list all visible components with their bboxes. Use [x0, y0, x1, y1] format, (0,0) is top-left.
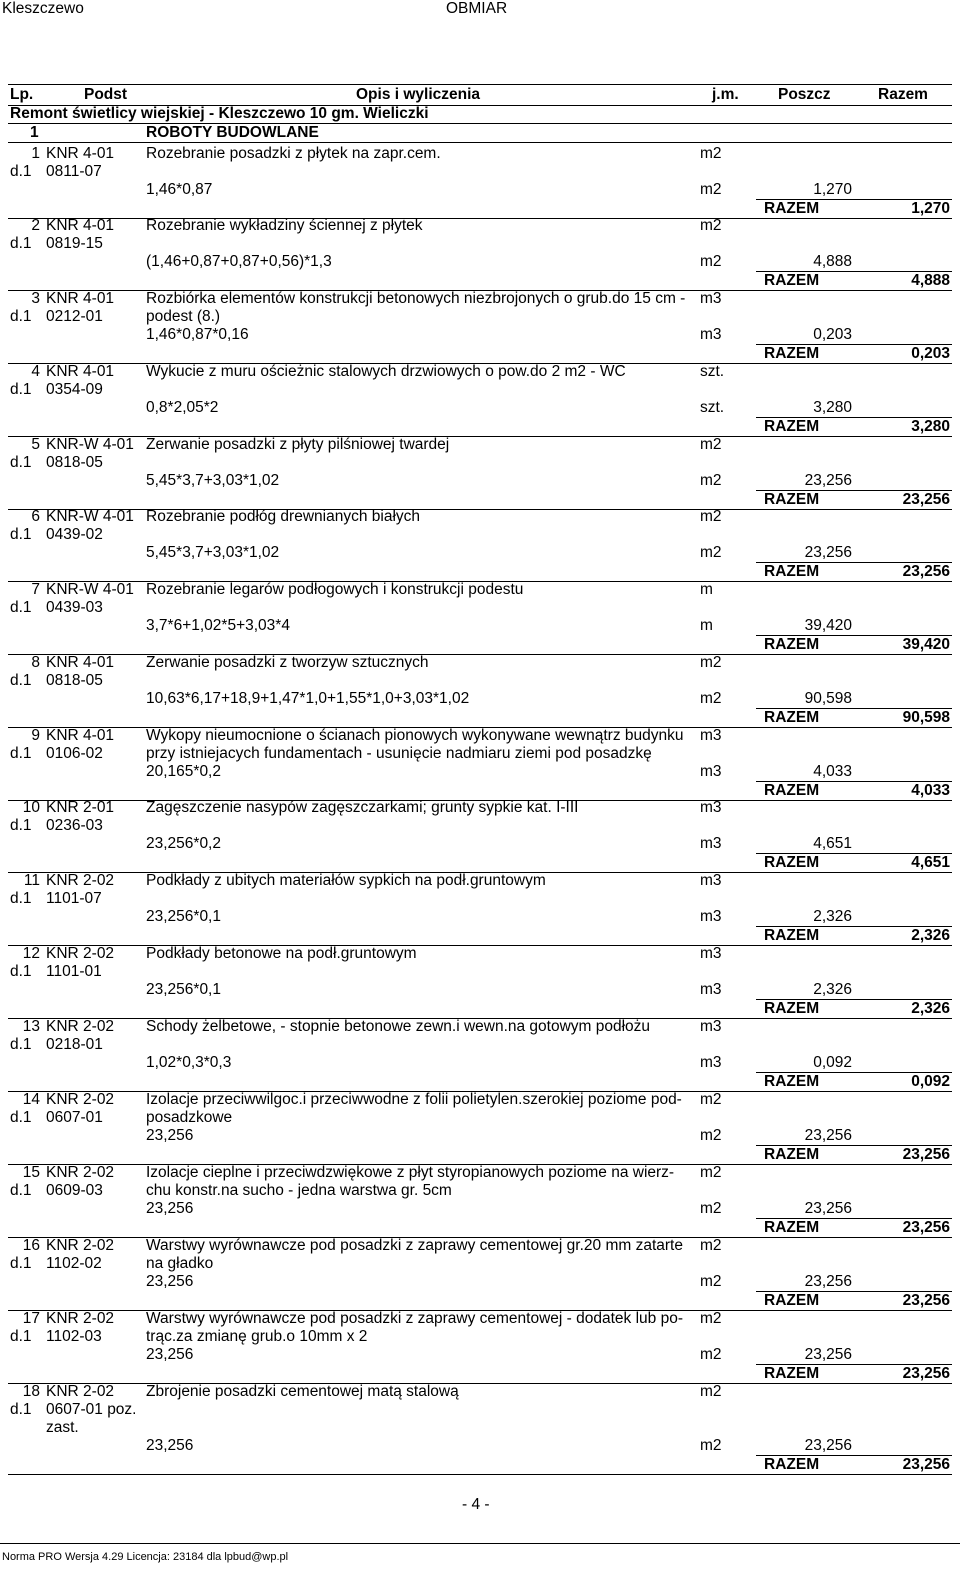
item-calculation: 5,45*3,7+3,03*1,02 [146, 472, 280, 489]
item-code: 0218-01 [46, 1036, 103, 1053]
razem-value: 1,270 [911, 200, 950, 217]
razem-row [756, 562, 952, 581]
item-description: Warstwy wyrównawcze pod posadzki z zaprawy cementowej gr.20 mm zatarte [146, 1237, 683, 1254]
item-d-label: d.1 [10, 1036, 32, 1053]
item-poszcz-value: 23,256 [804, 1273, 852, 1290]
item-description: Zerwanie posadzki z tworzyw sztucznych [146, 654, 429, 671]
item-podst: KNR 2-02 [46, 1091, 115, 1108]
razem-value: 2,326 [911, 927, 950, 944]
item-number: 8 [31, 654, 40, 671]
item-calc-unit: m3 [700, 1054, 722, 1071]
item-description-cont: na gładko [146, 1255, 214, 1272]
item-code: 1101-07 [46, 890, 102, 907]
razem-row [756, 199, 952, 218]
item-description: Zerwanie posadzki z płyty pilśniowej twardej [146, 436, 450, 453]
footer-divider [0, 1543, 960, 1544]
item-number: 4 [31, 363, 40, 380]
item-d-label: d.1 [10, 163, 32, 180]
razem-label: RAZEM [764, 1073, 820, 1090]
item-podst: KNR-W 4-01 [46, 508, 134, 525]
item-code: 0439-03 [46, 599, 103, 616]
item-code: 0607-01 [46, 1109, 103, 1126]
item-number: 18 [22, 1383, 40, 1400]
razem-label: RAZEM [764, 1000, 820, 1017]
item-calculation: 1,46*0,87*0,16 [146, 326, 249, 343]
item-poszcz-value: 4,888 [813, 253, 852, 270]
razem-row [756, 490, 952, 509]
item-podst: KNR 4-01 [46, 217, 115, 234]
item-description: Zbrojenie posadzki cementowej matą stalową [146, 1383, 459, 1400]
item-number: 9 [31, 727, 40, 744]
item-code: 1101-01 [46, 963, 102, 980]
item-unit: m2 [700, 217, 722, 234]
item-number: 11 [23, 872, 40, 889]
item-d-label: d.1 [10, 599, 32, 616]
razem-row [756, 1072, 952, 1091]
razem-row [756, 926, 952, 945]
item-code: 0354-09 [46, 381, 103, 398]
page-number: - 4 - [462, 1496, 490, 1513]
header-title: OBMIAR [446, 0, 508, 17]
item-d-label: d.1 [10, 1255, 32, 1272]
razem-label: RAZEM [764, 1146, 820, 1163]
razem-row [756, 1364, 952, 1383]
item-code: 1102-02 [46, 1255, 102, 1272]
item-number: 2 [31, 217, 40, 234]
razem-row [756, 853, 952, 872]
item-poszcz-value: 2,326 [813, 981, 852, 998]
item-d-label: d.1 [10, 308, 32, 325]
item-description: Rozebranie podłóg drewnianych białych [146, 508, 421, 525]
item-calculation: 23,256 [146, 1346, 194, 1363]
razem-label: RAZEM [764, 345, 820, 362]
item-number: 7 [31, 581, 40, 598]
item-description: Rozebranie wykładziny ściennej z płytek [146, 217, 423, 234]
item-podst: KNR 2-02 [46, 1383, 115, 1400]
item-poszcz-value: 0,092 [813, 1054, 852, 1071]
razem-value: 23,256 [902, 563, 950, 580]
item-podst: KNR 2-02 [46, 872, 115, 889]
razem-row [756, 1218, 952, 1237]
item-code: 0439-02 [46, 526, 103, 543]
razem-value: 23,256 [902, 1219, 950, 1236]
item-poszcz-value: 23,256 [804, 1437, 852, 1454]
col-opis: Opis i wyliczenia [356, 86, 481, 103]
item-unit: m2 [700, 1383, 722, 1400]
razem-label: RAZEM [764, 200, 820, 217]
item-d-label: d.1 [10, 1401, 32, 1418]
item-calc-unit: m2 [700, 181, 722, 198]
item-poszcz-value: 39,420 [804, 617, 852, 634]
item-podst: KNR 4-01 [46, 654, 115, 671]
item-calc-unit: m2 [700, 253, 722, 270]
razem-row [756, 1145, 952, 1164]
item-code: 0811-07 [46, 163, 102, 180]
item-number: 5 [31, 436, 40, 453]
razem-row [756, 271, 952, 290]
item-calc-unit: m3 [700, 763, 722, 780]
item-description: Schody żelbetowe, - stopnie betonowe zewn.i wewn.na gotowym podłożu [146, 1018, 651, 1035]
razem-label: RAZEM [764, 709, 820, 726]
razem-value: 23,256 [902, 491, 950, 508]
razem-value: 3,280 [911, 418, 950, 435]
item-code: 1102-03 [46, 1328, 102, 1345]
item-podst: KNR 4-01 [46, 290, 115, 307]
item-number: 6 [31, 508, 40, 525]
item-description: Rozbiórka elementów konstrukcji betonowych niezbrojonych o grub.do 15 cm - [146, 290, 686, 307]
razem-label: RAZEM [764, 418, 820, 435]
item-code: 0106-02 [46, 745, 103, 762]
item-description: Warstwy wyrównawcze pod posadzki z zaprawy cementowej - dodatek lub po- [146, 1310, 683, 1327]
item-description-cont: trąc.za zmianę grub.o 10mm x 2 [146, 1328, 368, 1345]
item-unit: m2 [700, 1237, 722, 1254]
item-d-label: d.1 [10, 890, 32, 907]
item-d-label: d.1 [10, 672, 32, 689]
item-unit: m2 [700, 654, 722, 671]
razem-value: 90,598 [902, 709, 950, 726]
item-description-cont: posadzkowe [146, 1109, 233, 1126]
item-description: Izolacje cieplne i przeciwdzwiękowe z płyt styropianowych poziome na wierz- [146, 1164, 675, 1181]
item-code: 0819-15 [46, 235, 103, 252]
item-podst: KNR 2-02 [46, 945, 115, 962]
item-podst: KNR 2-02 [46, 1018, 115, 1035]
razem-value: 4,888 [911, 272, 950, 289]
item-unit: m3 [700, 1018, 722, 1035]
column-header-row [8, 84, 952, 106]
item-podst: KNR-W 4-01 [46, 436, 134, 453]
item-unit: m2 [700, 1164, 722, 1181]
item-d-label: d.1 [10, 381, 32, 398]
item-calculation: 0,8*2,05*2 [146, 399, 219, 416]
razem-label: RAZEM [764, 1219, 820, 1236]
item-calculation: 3,7*6+1,02*5+3,03*4 [146, 617, 290, 634]
item-unit: m3 [700, 290, 722, 307]
item-divider [8, 1474, 952, 1475]
item-number: 3 [31, 290, 40, 307]
razem-row [756, 1455, 952, 1474]
item-d-label: d.1 [10, 1328, 32, 1345]
item-description: Zagęszczenie nasypów zagęszczarkami; grunty sypkie kat. I-III [146, 799, 579, 816]
item-description-cont: chu konstr.na sucho - jedna warstwa gr. 5cm [146, 1182, 452, 1199]
item-poszcz-value: 0,203 [813, 326, 852, 343]
razem-label: RAZEM [764, 782, 820, 799]
item-description: Izolacje przeciwwilgoc.i przeciwwodne z folii polietylen.szerokiej poziome pod- [146, 1091, 682, 1108]
item-unit: m2 [700, 1091, 722, 1108]
item-d-label: d.1 [10, 235, 32, 252]
item-calculation: 5,45*3,7+3,03*1,02 [146, 544, 280, 561]
item-calculation: (1,46+0,87+0,87+0,56)*1,3 [146, 253, 332, 270]
razem-row [756, 417, 952, 436]
razem-value: 4,651 [911, 854, 950, 871]
razem-value: 23,256 [902, 1365, 950, 1382]
item-calc-unit: m2 [700, 1127, 722, 1144]
item-calculation: 10,63*6,17+18,9+1,47*1,0+1,55*1,0+3,03*1,02 [146, 690, 470, 707]
item-d-label: d.1 [10, 1182, 32, 1199]
item-code: 0607-01 poz. [46, 1401, 137, 1418]
item-poszcz-value: 1,270 [813, 181, 852, 198]
item-podst: KNR 2-02 [46, 1164, 115, 1181]
item-calculation: 23,256*0,1 [146, 981, 221, 998]
item-d-label: d.1 [10, 1109, 32, 1126]
item-podst: KNR 2-01 [46, 799, 115, 816]
item-unit: m [700, 581, 713, 598]
razem-row [756, 635, 952, 654]
item-calculation: 23,256 [146, 1127, 194, 1144]
item-calc-unit: m2 [700, 472, 722, 489]
item-poszcz-value: 90,598 [804, 690, 852, 707]
razem-label: RAZEM [764, 636, 820, 653]
razem-row [756, 999, 952, 1018]
item-description: Podkłady betonowe na podł.gruntowym [146, 945, 417, 962]
item-number: 14 [22, 1091, 40, 1108]
item-poszcz-value: 23,256 [804, 1346, 852, 1363]
razem-value: 23,256 [902, 1146, 950, 1163]
item-code-cont: zast. [46, 1419, 79, 1436]
item-calc-unit: m2 [700, 690, 722, 707]
section-title: ROBOTY BUDOWLANE [146, 124, 319, 141]
item-number: 13 [22, 1018, 40, 1035]
item-calculation: 20,165*0,2 [146, 763, 221, 780]
razem-value: 4,033 [911, 782, 950, 799]
item-unit: m2 [700, 1310, 722, 1327]
item-unit: m2 [700, 508, 722, 525]
item-description: Wykucie z muru ościeżnic stalowych drzwiowych o pow.do 2 m2 - WC [146, 363, 626, 380]
item-calc-unit: m2 [700, 1200, 722, 1217]
razem-label: RAZEM [764, 1292, 820, 1309]
razem-label: RAZEM [764, 1365, 820, 1382]
item-podst: KNR 4-01 [46, 145, 115, 162]
razem-value: 0,092 [911, 1073, 950, 1090]
item-calculation: 1,46*0,87 [146, 181, 213, 198]
col-podst: Podst [84, 86, 128, 103]
item-poszcz-value: 4,033 [813, 763, 852, 780]
item-calc-unit: m2 [700, 544, 722, 561]
item-podst: KNR 4-01 [46, 363, 115, 380]
item-podst: KNR 4-01 [46, 727, 115, 744]
item-calculation: 1,02*0,3*0,3 [146, 1054, 232, 1071]
razem-label: RAZEM [764, 854, 820, 871]
razem-label: RAZEM [764, 563, 820, 580]
razem-row [756, 708, 952, 727]
razem-value: 23,256 [902, 1456, 950, 1473]
section-number: 1 [30, 124, 39, 141]
col-poszcz: Poszcz [778, 86, 831, 103]
item-unit: szt. [700, 363, 725, 380]
item-calc-unit: m [700, 617, 713, 634]
razem-value: 23,256 [902, 1292, 950, 1309]
item-d-label: d.1 [10, 817, 32, 834]
item-poszcz-value: 4,651 [813, 835, 852, 852]
item-description: Rozebranie legarów podłogowych i konstrukcji podestu [146, 581, 524, 598]
item-d-label: d.1 [10, 963, 32, 980]
item-description: Rozebranie posadzki z płytek na zapr.cem. [146, 145, 441, 162]
item-calc-unit: m2 [700, 1273, 722, 1290]
item-calc-unit: szt. [700, 399, 725, 416]
item-calculation: 23,256 [146, 1273, 194, 1290]
item-unit: m3 [700, 872, 722, 889]
item-description: Wykopy nieumocnione o ścianach pionowych wykonywane wewnątrz budynku [146, 727, 684, 744]
razem-value: 2,326 [911, 1000, 950, 1017]
item-calculation: 23,256*0,1 [146, 908, 221, 925]
razem-label: RAZEM [764, 272, 820, 289]
razem-label: RAZEM [764, 491, 820, 508]
item-podst: KNR-W 4-01 [46, 581, 134, 598]
item-calc-unit: m3 [700, 835, 722, 852]
item-code: 0212-01 [46, 308, 103, 325]
item-description-cont: podest (8.) [146, 308, 221, 325]
item-poszcz-value: 23,256 [804, 472, 852, 489]
item-calc-unit: m3 [700, 326, 722, 343]
item-podst: KNR 2-02 [46, 1237, 115, 1254]
item-calc-unit: m3 [700, 981, 722, 998]
item-code: 0609-03 [46, 1182, 103, 1199]
item-unit: m3 [700, 945, 722, 962]
item-d-label: d.1 [10, 745, 32, 762]
item-number: 16 [22, 1237, 40, 1254]
item-number: 10 [22, 799, 40, 816]
item-calculation: 23,256 [146, 1437, 194, 1454]
razem-value: 39,420 [902, 636, 950, 653]
item-code: 0818-05 [46, 672, 103, 689]
footer-text: Norma PRO Wersja 4.29 Licencja: 23184 dla lpbud@wp.pl [2, 1551, 289, 1563]
col-jm: j.m. [712, 86, 739, 103]
item-calculation: 23,256 [146, 1200, 194, 1217]
item-d-label: d.1 [10, 454, 32, 471]
item-unit: m2 [700, 145, 722, 162]
header-left: Kleszczewo [2, 0, 84, 17]
item-poszcz-value: 23,256 [804, 1127, 852, 1144]
item-code: 0236-03 [46, 817, 103, 834]
item-number: 1 [31, 145, 40, 162]
razem-row [756, 1291, 952, 1310]
item-unit: m3 [700, 799, 722, 816]
item-podst: KNR 2-02 [46, 1310, 115, 1327]
item-description: Podkłady z ubitych materiałów sypkich na podł.gruntowym [146, 872, 546, 889]
item-poszcz-value: 23,256 [804, 1200, 852, 1217]
razem-label: RAZEM [764, 927, 820, 944]
item-calc-unit: m2 [700, 1346, 722, 1363]
divider [8, 142, 952, 143]
item-unit: m2 [700, 436, 722, 453]
item-number: 15 [22, 1164, 40, 1181]
item-poszcz-value: 3,280 [813, 399, 852, 416]
item-description-cont: przy istniejacych fundamentach - usunięcie nadmiaru ziemi pod posadzkę [146, 745, 652, 762]
razem-label: RAZEM [764, 1456, 820, 1473]
item-code: 0818-05 [46, 454, 103, 471]
item-poszcz-value: 23,256 [804, 544, 852, 561]
item-d-label: d.1 [10, 526, 32, 543]
item-calc-unit: m2 [700, 1437, 722, 1454]
item-number: 17 [22, 1310, 40, 1327]
razem-row [756, 781, 952, 800]
razem-row [756, 344, 952, 363]
item-calc-unit: m3 [700, 908, 722, 925]
item-poszcz-value: 2,326 [813, 908, 852, 925]
item-unit: m3 [700, 727, 722, 744]
item-number: 12 [22, 945, 40, 962]
col-razem: Razem [878, 86, 928, 103]
project-title: Remont świetlicy wiejskiej - Kleszczewo 10 gm. Wieliczki [10, 105, 429, 122]
col-lp: Lp. [10, 86, 34, 103]
razem-value: 0,203 [911, 345, 950, 362]
item-calculation: 23,256*0,2 [146, 835, 221, 852]
